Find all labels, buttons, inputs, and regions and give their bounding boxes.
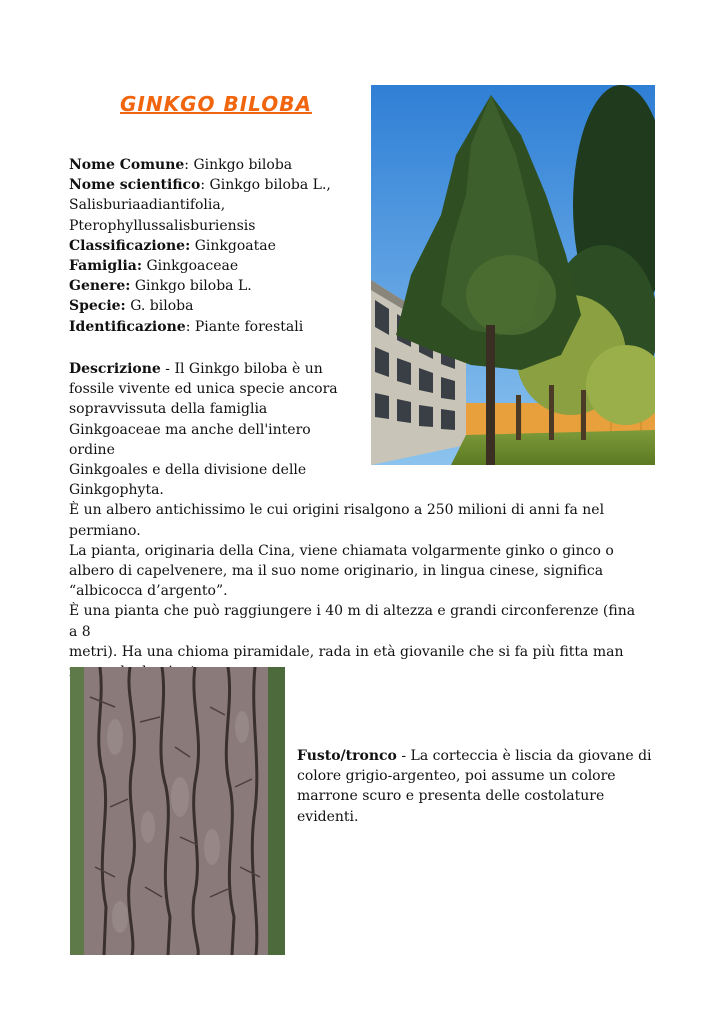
description-intro xyxy=(69,359,359,500)
description-line: albero di capelvenere, ma il suo nome originario, in lingua cinese, significa xyxy=(69,563,604,580)
info-label: Nome scientifico xyxy=(69,177,201,194)
info-label: Genere: xyxy=(69,278,131,295)
trunk-text: - La corteccia è liscia da giovane di colore grigio-argenteo, poi assume un colore marrone scuro e presenta delle costolature evidenti. xyxy=(297,748,652,825)
info-value: Ginkgoaceae xyxy=(146,258,239,275)
info-row xyxy=(69,276,359,296)
info-sep: : xyxy=(200,177,210,194)
info-row xyxy=(69,296,359,316)
info-label: Identificazione xyxy=(69,318,186,335)
page-title: GINKGO BILOBA xyxy=(120,92,312,116)
description-line: permiano. xyxy=(69,522,141,539)
info-value: G. biloba xyxy=(130,298,194,315)
description-line: Ginkgoaceae ma anche dell'intero ordine xyxy=(69,421,311,458)
description-line: - Il Ginkgo biloba è un xyxy=(160,361,323,377)
description-line: Ginkgophyta. xyxy=(69,482,164,499)
info-row xyxy=(69,155,359,175)
description-label: Descrizione xyxy=(69,361,161,377)
description-line: È una pianta che può raggiungere i 40 m di altezza e grandi circonferenze (fina a 8 xyxy=(69,603,636,640)
info-value: Salisburiaadiantifolia, xyxy=(69,197,226,214)
info-row xyxy=(69,216,359,236)
info-sep: : xyxy=(184,157,194,173)
info-value: Pterophyllussalisburiensis xyxy=(69,217,256,234)
ginkgo-tree-photo xyxy=(371,85,655,465)
description-line: fossile vivente ed unica specie ancora xyxy=(69,381,338,398)
info-row xyxy=(69,256,359,276)
info-value: Ginkgoatae xyxy=(194,237,276,254)
trunk-label: Fusto/tronco xyxy=(297,748,397,764)
info-label: Classificazione: xyxy=(69,237,191,254)
info-value: Ginkgo biloba L. xyxy=(134,278,252,295)
info-sep: : xyxy=(185,318,195,335)
bark-photo xyxy=(70,667,285,955)
info-label: Nome Comune xyxy=(69,157,185,173)
description-line: È un albero antichissimo le cui origini risalgono a 250 milioni di anni fa nel xyxy=(69,502,605,519)
info-value: Ginkgo biloba L., xyxy=(209,177,331,194)
info-label: Specie: xyxy=(69,298,126,315)
info-value: Piante forestali xyxy=(194,318,304,335)
info-list xyxy=(69,155,359,337)
description-line: sopravvissuta della famiglia xyxy=(69,401,268,418)
description-line: Ginkgoales e della divisione delle xyxy=(69,462,307,479)
description-line: metri). Ha una chioma piramidale, rada in età giovanile che si fa più fitta man xyxy=(69,643,624,660)
trunk-description xyxy=(297,746,657,827)
info-row xyxy=(69,175,359,195)
description-line: La pianta, originaria della Cina, viene chiamata volgarmente ginko o ginco o xyxy=(69,542,614,559)
info-row xyxy=(69,195,359,215)
description-line: “albicocca d’argento”. xyxy=(69,583,228,600)
info-row xyxy=(69,236,359,256)
info-value: Ginkgo biloba xyxy=(193,157,293,173)
info-row xyxy=(69,317,359,337)
info-label: Famiglia: xyxy=(69,258,143,275)
